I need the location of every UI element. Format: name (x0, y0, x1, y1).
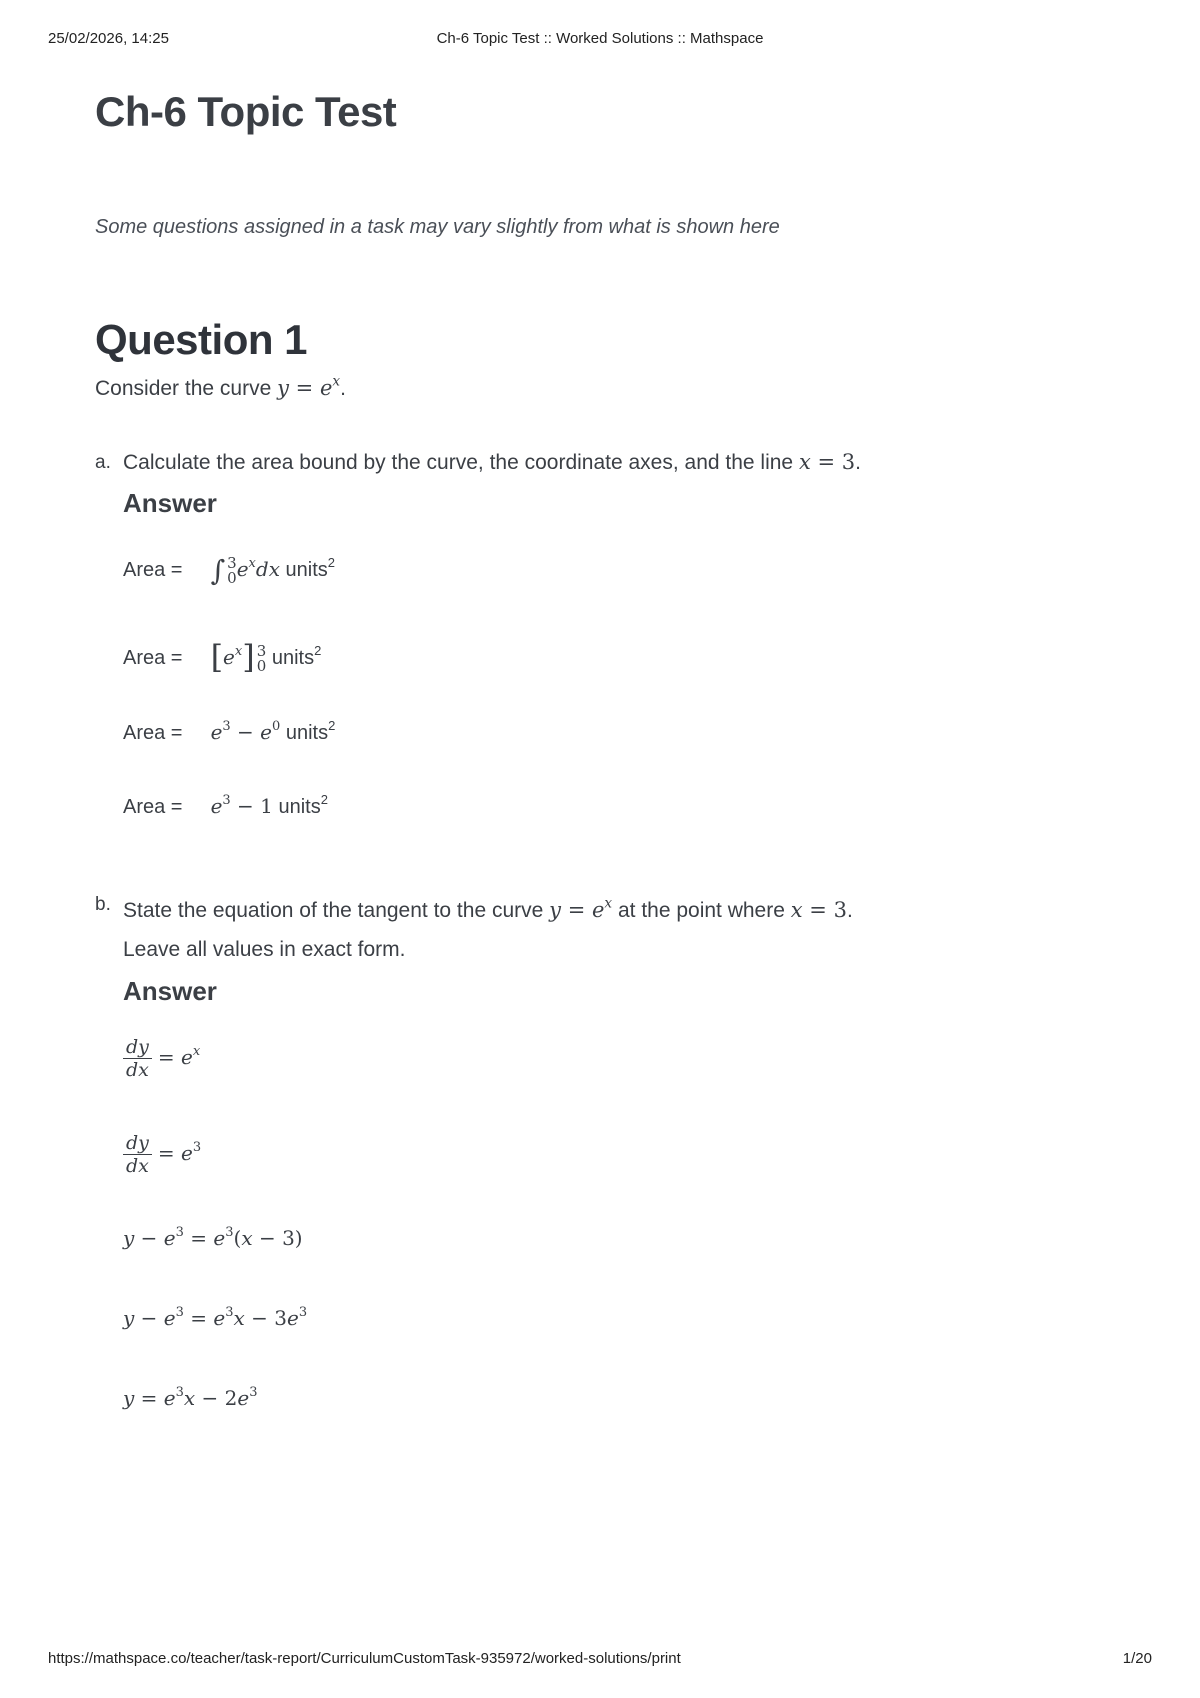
part-b-note: Leave all values in exact form. (123, 938, 406, 961)
part-a-step-1: Area = ∫ 3 0 $e^xdx$ units$^2$ (123, 553, 336, 587)
units-text: units (285, 559, 328, 581)
part-a-step-3: Area = $e^3 - e^0$ units$^2$ (123, 717, 336, 744)
disclaimer-text: Some questions assigned in a task may vary slightly from what is shown here (95, 216, 780, 238)
part-b-prompt: State the equation of the tangent to the curve $y = e^x$ at the point where x = 3. (123, 895, 853, 922)
question-1-intro: Consider the curve $y = e^x$. (95, 373, 346, 400)
integral-sign: ∫ (210, 554, 226, 587)
area-label: Area = (123, 796, 183, 818)
integral-limits: 3 0 (227, 553, 237, 587)
print-header (48, 30, 1152, 50)
print-url: https://mathspace.co/teacher/task-report/CurriculumCustomTask-935972/worked-solutions/print (48, 1650, 681, 1667)
page-title: Ch-6 Topic Test (95, 88, 397, 135)
evaluation-limits: 3 0 (256, 641, 267, 675)
print-datetime: 25/02/2026, 14:25 (48, 30, 169, 47)
area-label: Area = (123, 722, 183, 744)
part-b-step-5: $y = e^3x - 2e^3$ (123, 1384, 258, 1410)
print-page-title: Ch-6 Topic Test :: Worked Solutions :: Mathspace (436, 30, 764, 47)
part-b-step-1: $\frac{dy}{dx}$ = $e^x$ (123, 1036, 200, 1081)
part-b-step-4: $y - e^3 = e^3x - 3e^3$ (123, 1304, 308, 1330)
part-a-prompt-equation: x = 3 (798, 450, 856, 474)
part-b-prompt-text-2: at the point where (617, 899, 785, 922)
part-a-step-2: Area = $[e^x]$ 3 0 units$^2$ (123, 638, 322, 676)
part-b-step-3: $y - e^3 = e^3(x - 3)$ (123, 1224, 303, 1250)
print-page-number: 1/20 (1122, 1650, 1152, 1667)
part-a-letter: a. (95, 452, 111, 473)
units-text: units (271, 647, 315, 669)
part-a-prompt-text: Calculate the area bound by the curve, the coordinate axes, and the line (123, 451, 794, 474)
question-1-intro-text: Consider the curve (95, 377, 272, 400)
part-a-step-4: Area = $e^3 - 1$ units$^2$ (123, 791, 328, 818)
part-b-answer-label: Answer (123, 976, 217, 1006)
worked-solutions-content (95, 88, 1105, 1410)
units-text: units (278, 796, 321, 818)
part-a-prompt: Calculate the area bound by the curve, the coordinate axes, and the line x = 3. (123, 450, 861, 474)
part-b-point-equation: x = 3 (790, 898, 847, 922)
print-footer (48, 1650, 1152, 1670)
part-b-curve-equation: $y = e^x$ (549, 895, 613, 922)
units-text: units (285, 722, 329, 744)
question-1-heading: Question 1 (95, 316, 308, 363)
area-label: Area = (123, 647, 183, 669)
area-label: Area = (123, 559, 183, 581)
question-1-intro-equation: $y = e^x$ (277, 373, 341, 400)
part-b-prompt-text: State the equation of the tangent to the curve (123, 899, 544, 922)
part-a-answer-label: Answer (123, 488, 217, 518)
part-b-letter: b. (95, 894, 111, 915)
part-b-step-2: $\frac{dy}{dx}$ = $e^3$ (123, 1132, 201, 1177)
